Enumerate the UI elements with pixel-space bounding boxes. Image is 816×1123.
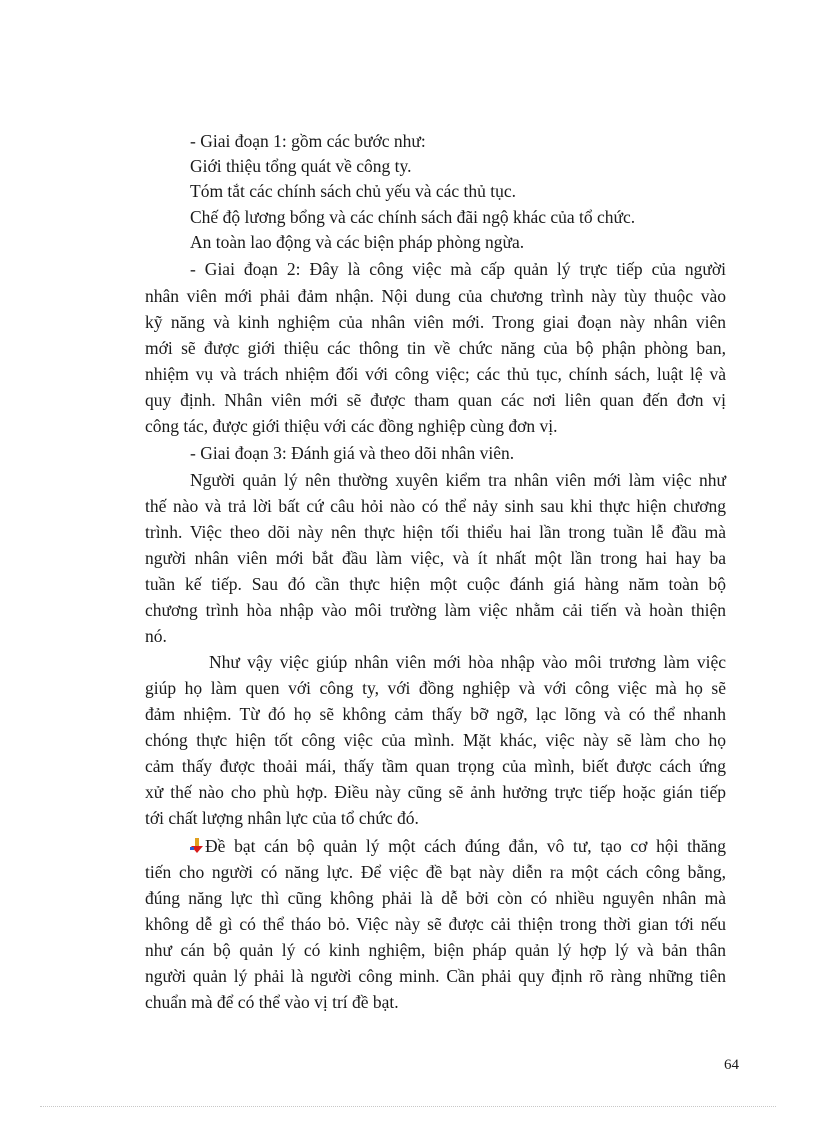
stage1-item: Tóm tắt các chính sách chủ yếu và các thủ tục. <box>190 181 517 201</box>
stage3-line: thế nào và trả lời bất cứ câu hỏi nào có thể nảy sinh sau khi thực hiện chương <box>145 496 726 516</box>
summary-line: tới chất lượng nhân lực của tổ chức đó. <box>145 808 419 828</box>
stage3-line: Người quản lý nên thường xuyên kiểm tra nhân viên mới làm việc như <box>190 470 726 490</box>
stage2-line: kỹ năng và kinh nghiệm của nhân viên mới. Trong giai đoạn này nhân viên <box>145 312 726 332</box>
stage2-line: nhiệm vụ và trách nhiệm đối với công việc; các thủ tục, chính sách, luật lệ và <box>145 364 726 384</box>
promotion-line: tiến cho người có năng lực. Để việc đề bạt này diễn ra một cách công bằng, <box>145 862 726 882</box>
stage2-line: công tác, được giới thiệu với các đồng nghiệp cùng đơn vị. <box>145 416 558 436</box>
stage3-line: tuần kế tiếp. Sau đó cần thực hiện một cuộc đánh giá hàng năm toàn bộ <box>145 574 726 594</box>
stage3-heading: - Giai đoạn 3: Đánh giá và theo dõi nhân viên. <box>190 443 515 463</box>
stage3-line: trình. Việc theo dõi này nên thực hiện tối thiểu hai lần trong tuần lễ đầu mà <box>145 522 726 542</box>
stage1-item: Giới thiệu tổng quát về công ty. <box>190 156 412 176</box>
summary-line: đảm nhiệm. Từ đó họ sẽ không cảm thấy bỡ ngỡ, lạc lõng và có thể nhanh <box>145 704 726 724</box>
summary-line: xử thế nào cho phù hợp. Điều này cũng sẽ ảnh hưởng trực tiếp hoặc gián tiếp <box>145 782 726 802</box>
promotion-line: người quản lý phải là người công minh. Cần phải quy định rõ ràng những tiên <box>145 966 726 986</box>
promotion-line: như cán bộ quản lý có kinh nghiệm, biện pháp quản lý hợp lý và bản thân <box>145 940 726 960</box>
stage1-heading: - Giai đoạn 1: gồm các bước như: <box>190 131 426 151</box>
stage3-line: nó. <box>145 626 167 646</box>
page-bottom-divider <box>40 1106 776 1107</box>
stage1-item: Chế độ lương bổng và các chính sách đãi ngộ khác của tổ chức. <box>190 207 636 227</box>
promotion-line: chuẩn mà để có thể vào vị trí đề bạt. <box>145 992 399 1012</box>
stage2-line: - Giai đoạn 2: Đây là công việc mà cấp quản lý trực tiếp của người <box>190 259 726 279</box>
stage2-line: mới sẽ được giới thiệu các thông tin về chức năng của bộ phận phòng ban, <box>145 338 726 358</box>
summary-line: cảm thấy được thoải mái, thấy tầm quan trọng của mình, biết được cách ứng <box>145 756 726 776</box>
promotion-line: không dễ gì có thể tháo bỏ. Việc này sẽ được cải thiện trong thời gian tới nếu <box>145 914 726 934</box>
summary-line: chóng thực hiện tốt công việc của mình. Mặt khác, việc này sẽ làm cho họ <box>145 730 726 750</box>
arrow-bullet-icon <box>190 838 204 854</box>
stage2-line: quy định. Nhân viên mới sẽ được tham quan các nơi liên quan đến đơn vị <box>145 390 726 410</box>
summary-line: giúp họ làm quen với công ty, với đồng nghiệp và với công việc mà họ sẽ <box>145 678 726 698</box>
stage3-line: người nhân viên mới bắt đầu làm việc, và ít nhất một lần trong hai hay ba <box>145 548 726 568</box>
stage3-line: chương trình hòa nhập vào môi trường làm việc nhằm cải tiến và hoàn thiện <box>145 600 726 620</box>
stage1-item: An toàn lao động và các biện pháp phòng ngừa. <box>190 232 525 252</box>
promotion-first-line <box>190 833 726 859</box>
promotion-line: Đề bạt cán bộ quản lý một cách đúng đắn, vô tư, tạo cơ hội thăng <box>205 836 726 856</box>
stage2-line: nhân viên mới phải đảm nhận. Nội dung của chương trình này tùy thuộc vào <box>145 286 726 306</box>
promotion-line: đúng năng lực thì cũng không phải là dễ bởi còn có nhiều nguyên nhân mà <box>145 888 726 908</box>
summary-line: Như vậy việc giúp nhân viên mới hòa nhập vào môi trương làm việc <box>209 652 726 672</box>
page-number: 64 <box>724 1057 739 1073</box>
